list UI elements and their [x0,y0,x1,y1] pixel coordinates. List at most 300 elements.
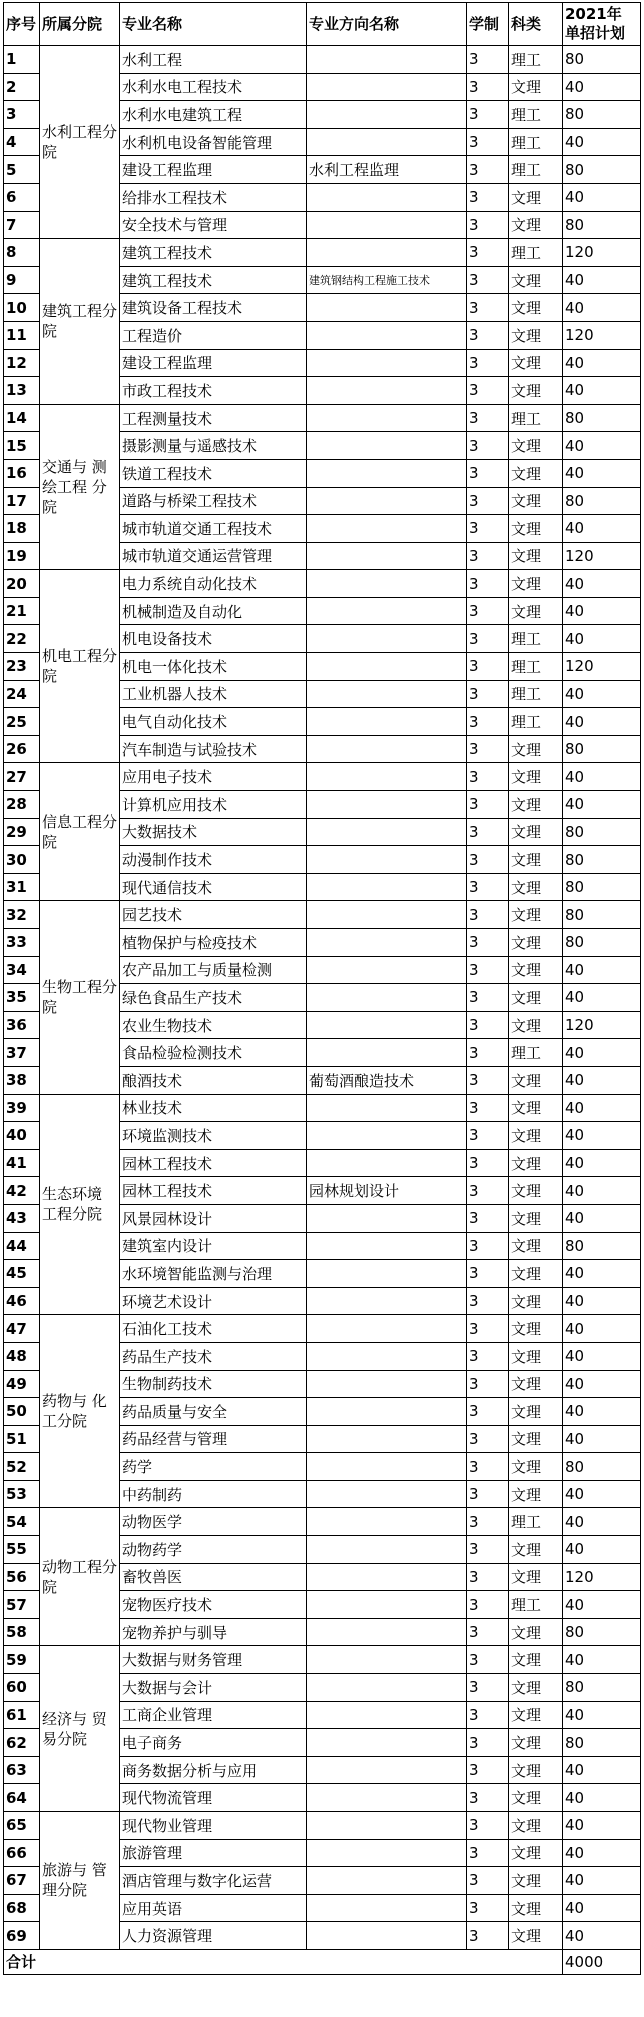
major-name: 大数据技术 [120,818,307,846]
table-row [4,1812,641,1840]
plan-count: 80 [563,101,641,129]
duration: 3 [467,1480,509,1508]
college-cell: 交通与 测绘工程 分院 [40,404,120,570]
direction-name [307,1287,467,1315]
direction-name [307,570,467,598]
category: 文理 [509,846,563,874]
plan-count: 40 [563,432,641,460]
plan-count: 40 [563,1066,641,1094]
major-name: 中药制药 [120,1480,307,1508]
major-name: 摄影测量与遥感技术 [120,432,307,460]
category: 文理 [509,1480,563,1508]
plan-count: 40 [563,1177,641,1205]
row-index: 13 [4,377,40,405]
duration: 3 [467,735,509,763]
college-cell: 药物与 化工分院 [40,1315,120,1508]
plan-count: 80 [563,46,641,74]
row-index: 4 [4,128,40,156]
plan-count: 40 [563,1839,641,1867]
row-index: 46 [4,1287,40,1315]
major-name: 电子商务 [120,1729,307,1757]
header-index: 序号 [4,3,40,46]
major-name: 建筑室内设计 [120,1232,307,1260]
category: 文理 [509,1066,563,1094]
row-index: 25 [4,708,40,736]
row-index: 24 [4,680,40,708]
direction-name [307,1894,467,1922]
category: 文理 [509,294,563,322]
duration: 3 [467,1094,509,1122]
category: 文理 [509,735,563,763]
plan-count: 40 [563,1922,641,1950]
major-name: 酿酒技术 [120,1066,307,1094]
direction-name [307,1729,467,1757]
major-name: 工程测量技术 [120,404,307,432]
row-index: 7 [4,211,40,239]
category: 文理 [509,542,563,570]
duration: 3 [467,515,509,543]
major-name: 电气自动化技术 [120,708,307,736]
row-index: 30 [4,846,40,874]
major-name: 大数据与财务管理 [120,1646,307,1674]
duration: 3 [467,1342,509,1370]
duration: 3 [467,1177,509,1205]
major-name: 商务数据分析与应用 [120,1756,307,1784]
category: 文理 [509,1370,563,1398]
category: 文理 [509,1204,563,1232]
college-cell: 机电工程分院 [40,570,120,763]
table-row [4,404,641,432]
category: 理工 [509,128,563,156]
row-index: 62 [4,1729,40,1757]
major-name: 动物医学 [120,1508,307,1536]
plan-count: 40 [563,1508,641,1536]
direction-name [307,1260,467,1288]
major-name: 市政工程技术 [120,377,307,405]
row-index: 17 [4,487,40,515]
duration: 3 [467,625,509,653]
plan-count: 40 [563,1094,641,1122]
category: 文理 [509,1646,563,1674]
major-name: 环境艺术设计 [120,1287,307,1315]
direction-name [307,1922,467,1950]
row-index: 53 [4,1480,40,1508]
direction-name [307,1784,467,1812]
row-index: 31 [4,873,40,901]
duration: 3 [467,487,509,515]
plan-count: 40 [563,1591,641,1619]
duration: 3 [467,1867,509,1895]
plan-count: 40 [563,1204,641,1232]
major-name: 现代通信技术 [120,873,307,901]
plan-count: 40 [563,1894,641,1922]
major-name: 人力资源管理 [120,1922,307,1950]
header-plan: 2021年 单招计划 [563,3,641,46]
direction-name [307,1453,467,1481]
direction-name [307,1508,467,1536]
row-index: 5 [4,156,40,184]
row-index: 22 [4,625,40,653]
row-index: 48 [4,1342,40,1370]
major-name: 水环境智能监测与治理 [120,1260,307,1288]
row-index: 51 [4,1425,40,1453]
row-index: 69 [4,1922,40,1950]
duration: 3 [467,46,509,74]
category: 理工 [509,101,563,129]
category: 文理 [509,1674,563,1702]
category: 理工 [509,680,563,708]
duration: 3 [467,294,509,322]
direction-name: 建筑钢结构工程施工技术 [307,266,467,294]
major-name: 现代物业管理 [120,1812,307,1840]
major-name: 应用电子技术 [120,763,307,791]
direction-name [307,1646,467,1674]
direction-name [307,128,467,156]
direction-name [307,73,467,101]
duration: 3 [467,1011,509,1039]
duration: 3 [467,708,509,736]
direction-name [307,708,467,736]
category: 文理 [509,321,563,349]
plan-count: 120 [563,653,641,681]
major-name: 药品生产技术 [120,1342,307,1370]
major-name: 应用英语 [120,1894,307,1922]
direction-name [307,542,467,570]
table-row [4,1646,641,1674]
category: 文理 [509,1011,563,1039]
category: 文理 [509,1729,563,1757]
direction-name [307,515,467,543]
header-college: 所属分院 [40,3,120,46]
category: 文理 [509,901,563,929]
college-cell: 旅游与 管理分院 [40,1812,120,1950]
row-index: 3 [4,101,40,129]
row-index: 32 [4,901,40,929]
direction-name [307,1122,467,1150]
duration: 3 [467,1536,509,1564]
direction-name [307,101,467,129]
category: 文理 [509,1922,563,1950]
duration: 3 [467,404,509,432]
total-value: 4000 [563,1949,641,1974]
category: 理工 [509,404,563,432]
plan-count: 80 [563,735,641,763]
duration: 3 [467,1508,509,1536]
direction-name [307,1232,467,1260]
major-name: 生物制药技术 [120,1370,307,1398]
plan-count: 40 [563,1370,641,1398]
plan-count: 80 [563,929,641,957]
row-index: 27 [4,763,40,791]
duration: 3 [467,459,509,487]
duration: 3 [467,1122,509,1150]
direction-name [307,1674,467,1702]
direction-name [307,1039,467,1067]
major-name: 工业机器人技术 [120,680,307,708]
row-index: 26 [4,735,40,763]
duration: 3 [467,929,509,957]
duration: 3 [467,183,509,211]
major-name: 园林工程技术 [120,1177,307,1205]
direction-name [307,680,467,708]
major-name: 园林工程技术 [120,1149,307,1177]
row-index: 16 [4,459,40,487]
duration: 3 [467,1812,509,1840]
row-index: 10 [4,294,40,322]
row-index: 40 [4,1122,40,1150]
major-name: 园艺技术 [120,901,307,929]
row-index: 56 [4,1563,40,1591]
major-name: 给排水工程技术 [120,183,307,211]
table-row [4,763,641,791]
row-index: 29 [4,818,40,846]
row-index: 63 [4,1756,40,1784]
duration: 3 [467,763,509,791]
row-index: 41 [4,1149,40,1177]
plan-count: 40 [563,459,641,487]
direction-name [307,404,467,432]
table-row [4,1094,641,1122]
row-index: 39 [4,1094,40,1122]
direction-name [307,597,467,625]
direction-name [307,984,467,1012]
row-index: 64 [4,1784,40,1812]
category: 文理 [509,791,563,819]
duration: 3 [467,1674,509,1702]
category: 文理 [509,873,563,901]
major-name: 建筑工程技术 [120,239,307,267]
direction-name [307,487,467,515]
row-index: 57 [4,1591,40,1619]
duration: 3 [467,239,509,267]
plan-count: 40 [563,956,641,984]
row-index: 54 [4,1508,40,1536]
college-cell: 建筑工程分院 [40,239,120,405]
plan-count: 40 [563,183,641,211]
duration: 3 [467,1260,509,1288]
row-index: 20 [4,570,40,598]
table-body [4,46,641,1950]
direction-name [307,432,467,460]
table-row [4,1508,641,1536]
row-index: 43 [4,1204,40,1232]
category: 文理 [509,515,563,543]
duration: 3 [467,542,509,570]
plan-count: 40 [563,708,641,736]
direction-name [307,239,467,267]
college-cell: 信息工程分院 [40,763,120,901]
category: 理工 [509,1039,563,1067]
plan-count: 40 [563,1039,641,1067]
major-name: 林业技术 [120,1094,307,1122]
row-index: 19 [4,542,40,570]
category: 文理 [509,377,563,405]
category: 文理 [509,570,563,598]
row-index: 50 [4,1398,40,1426]
header-row [4,3,641,46]
row-index: 37 [4,1039,40,1067]
major-name: 石油化工技术 [120,1315,307,1343]
direction-name [307,321,467,349]
direction-name [307,1812,467,1840]
category: 理工 [509,156,563,184]
duration: 3 [467,432,509,460]
row-index: 21 [4,597,40,625]
category: 文理 [509,1122,563,1150]
major-name: 植物保护与检疫技术 [120,929,307,957]
major-name: 现代物流管理 [120,1784,307,1812]
major-name: 畜牧兽医 [120,1563,307,1591]
duration: 3 [467,1315,509,1343]
duration: 3 [467,1039,509,1067]
plan-count: 120 [563,321,641,349]
plan-count: 40 [563,1784,641,1812]
category: 理工 [509,239,563,267]
plan-count: 80 [563,818,641,846]
direction-name [307,459,467,487]
major-name: 城市轨道交通工程技术 [120,515,307,543]
table-row [4,901,641,929]
major-name: 电力系统自动化技术 [120,570,307,598]
major-name: 道路与桥梁工程技术 [120,487,307,515]
major-name: 城市轨道交通运营管理 [120,542,307,570]
plan-count: 80 [563,211,641,239]
direction-name: 园林规划设计 [307,1177,467,1205]
duration: 3 [467,1370,509,1398]
college-cell: 水利工程分院 [40,46,120,239]
category: 文理 [509,1287,563,1315]
category: 文理 [509,929,563,957]
header-category: 科类 [509,3,563,46]
row-index: 58 [4,1618,40,1646]
category: 文理 [509,1701,563,1729]
row-index: 34 [4,956,40,984]
major-name: 工程造价 [120,321,307,349]
plan-count: 40 [563,128,641,156]
header-duration: 学制 [467,3,509,46]
category: 文理 [509,1232,563,1260]
plan-count: 40 [563,1812,641,1840]
category: 理工 [509,653,563,681]
row-index: 49 [4,1370,40,1398]
category: 文理 [509,1453,563,1481]
major-name: 铁道工程技术 [120,459,307,487]
category: 理工 [509,708,563,736]
plan-count: 40 [563,1701,641,1729]
major-name: 建筑设备工程技术 [120,294,307,322]
category: 文理 [509,763,563,791]
plan-count: 80 [563,156,641,184]
direction-name [307,1536,467,1564]
duration: 3 [467,101,509,129]
row-index: 23 [4,653,40,681]
plan-count: 40 [563,349,641,377]
row-index: 68 [4,1894,40,1922]
plan-count: 120 [563,1563,641,1591]
row-index: 59 [4,1646,40,1674]
duration: 3 [467,653,509,681]
category: 文理 [509,818,563,846]
category: 文理 [509,1425,563,1453]
category: 理工 [509,46,563,74]
direction-name [307,1867,467,1895]
direction-name [307,901,467,929]
college-cell: 生物工程分院 [40,901,120,1094]
duration: 3 [467,846,509,874]
header-direction: 专业方向名称 [307,3,467,46]
major-name: 药品质量与安全 [120,1398,307,1426]
duration: 3 [467,1894,509,1922]
duration: 3 [467,1066,509,1094]
plan-count: 80 [563,1232,641,1260]
direction-name [307,1094,467,1122]
category: 文理 [509,487,563,515]
major-name: 酒店管理与数字化运营 [120,1867,307,1895]
direction-name [307,1563,467,1591]
row-index: 38 [4,1066,40,1094]
duration: 3 [467,1563,509,1591]
plan-count: 80 [563,487,641,515]
duration: 3 [467,1453,509,1481]
direction-name [307,1591,467,1619]
duration: 3 [467,984,509,1012]
direction-name [307,349,467,377]
major-name: 汽车制造与试验技术 [120,735,307,763]
major-name: 机电一体化技术 [120,653,307,681]
plan-count: 40 [563,515,641,543]
row-index: 33 [4,929,40,957]
direction-name [307,294,467,322]
plan-count: 40 [563,1342,641,1370]
table-row [4,1315,641,1343]
duration: 3 [467,1287,509,1315]
plan-count: 40 [563,1260,641,1288]
table-row [4,570,641,598]
direction-name: 水利工程监理 [307,156,467,184]
duration: 3 [467,791,509,819]
row-index: 28 [4,791,40,819]
plan-count: 40 [563,1122,641,1150]
direction-name [307,1011,467,1039]
duration: 3 [467,1425,509,1453]
row-index: 18 [4,515,40,543]
direction-name [307,377,467,405]
category: 文理 [509,597,563,625]
duration: 3 [467,377,509,405]
major-name: 绿色食品生产技术 [120,984,307,1012]
row-index: 35 [4,984,40,1012]
plan-count: 40 [563,1287,641,1315]
category: 文理 [509,1894,563,1922]
duration: 3 [467,1149,509,1177]
major-name: 旅游管理 [120,1839,307,1867]
plan-count: 40 [563,680,641,708]
major-name: 宠物医疗技术 [120,1591,307,1619]
major-name: 水利水电工程技术 [120,73,307,101]
duration: 3 [467,680,509,708]
category: 理工 [509,1508,563,1536]
plan-count: 80 [563,404,641,432]
row-index: 2 [4,73,40,101]
direction-name [307,1756,467,1784]
major-name: 食品检验检测技术 [120,1039,307,1067]
plan-count: 40 [563,763,641,791]
major-name: 建设工程监理 [120,156,307,184]
duration: 3 [467,266,509,294]
plan-count: 80 [563,873,641,901]
direction-name [307,1618,467,1646]
direction-name [307,1398,467,1426]
